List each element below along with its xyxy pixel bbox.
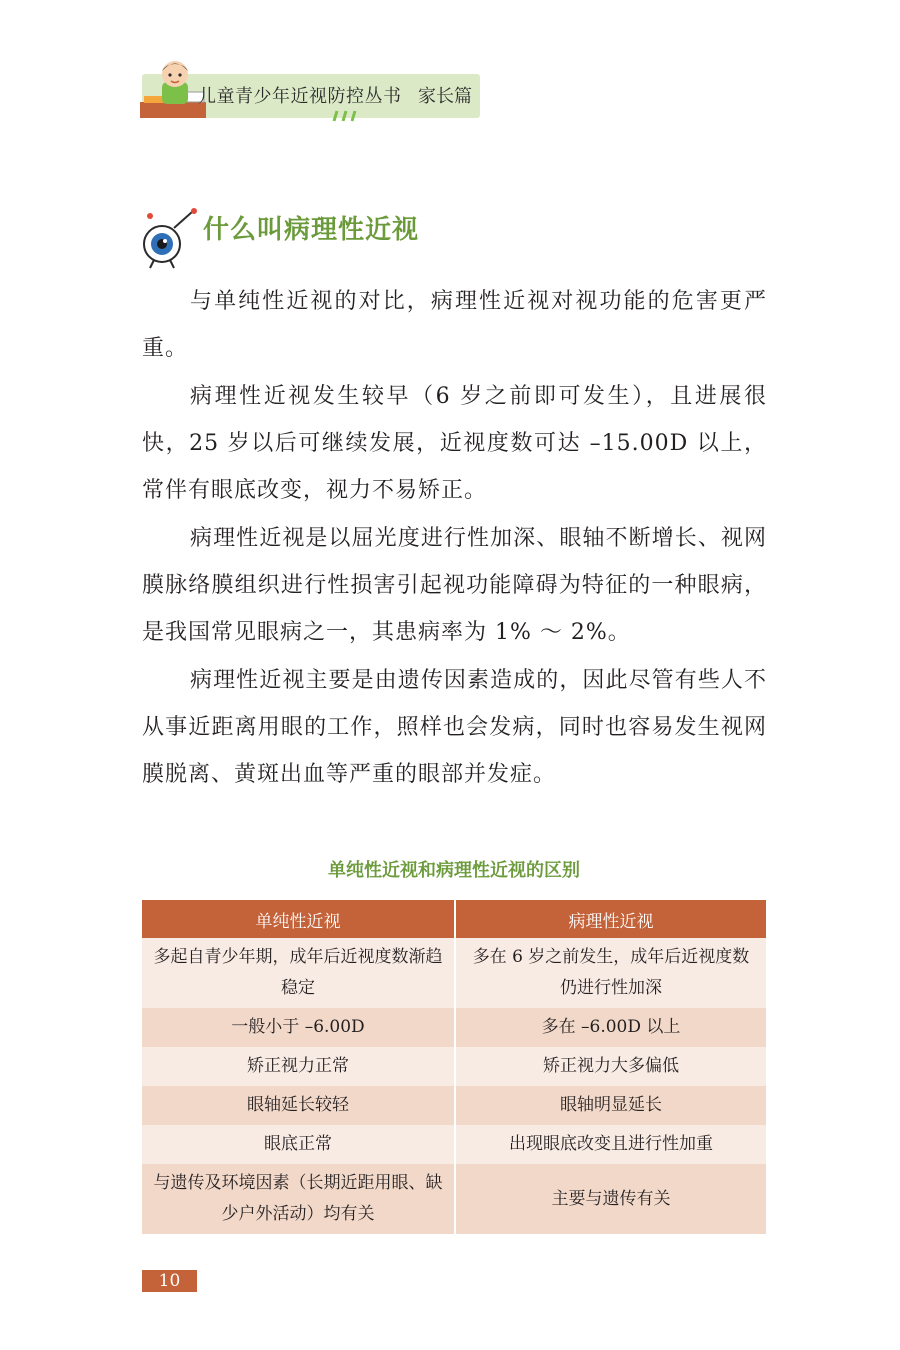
table-header-pathological: 病理性近视 xyxy=(455,900,766,938)
table-cell: 眼轴延长较轻 xyxy=(142,1086,455,1125)
table-cell: 矫正视力大多偏低 xyxy=(455,1047,766,1086)
table-cell: 多在 –6.00D 以上 xyxy=(455,1008,766,1047)
series-title: 儿童青少年近视防控丛书 xyxy=(198,86,402,107)
table-caption: 单纯性近视和病理性近视的区别 xyxy=(328,860,580,881)
paragraph-4: 病理性近视主要是由遗传因素造成的，因此尽管有些人不从事近距离用眼的工作，照样也会发病，同时也容易发生视网膜脱离、黄斑出血等严重的眼部并发症。 xyxy=(142,668,767,787)
table-cell: 多起自青少年期，成年后近视度数渐趋稳定 xyxy=(142,938,455,1008)
comparison-table xyxy=(142,900,766,1234)
table-row xyxy=(142,1125,766,1164)
table-row xyxy=(142,938,766,1008)
table-row xyxy=(142,1047,766,1086)
volume-title: 家长篇 xyxy=(418,86,472,107)
table-row xyxy=(142,1086,766,1125)
table-header-simple: 单纯性近视 xyxy=(142,900,455,938)
table-header-row xyxy=(142,900,766,938)
table-cell: 矫正视力正常 xyxy=(142,1047,455,1086)
paragraph-3: 病理性近视是以屈光度进行性加深、眼轴不断增长、视网膜脉络膜组织进行性损害引起视功能障碍为特征的一种眼病，是我国常见眼病之一，其患病率为 1% ～ 2%。 xyxy=(142,526,767,645)
table-row xyxy=(142,1164,766,1234)
table-cell: 与遗传及环境因素（长期近距用眼、缺少户外活动）均有关 xyxy=(142,1164,455,1234)
table-row xyxy=(142,1008,766,1047)
table-cell: 出现眼底改变且进行性加重 xyxy=(455,1125,766,1164)
table-cell: 眼轴明显延长 xyxy=(455,1086,766,1125)
table-cell: 主要与遗传有关 xyxy=(455,1164,766,1234)
paragraph-1: 与单纯性近视的对比，病理性近视对视功能的危害更严重。 xyxy=(142,289,767,361)
paragraph-2: 病理性近视发生较早（6 岁之前即可发生），且进展很快，25 岁以后可继续发展，近视度数可达 –15.00D 以上，常伴有眼底改变，视力不易矫正。 xyxy=(142,384,767,503)
table-cell: 多在 6 岁之前发生，成年后近视度数仍进行性加深 xyxy=(455,938,766,1008)
decorative-marks-icon xyxy=(330,110,360,122)
page-number: 10 xyxy=(142,1270,197,1292)
eyeball-mascot-icon xyxy=(140,208,206,270)
table-cell: 一般小于 –6.00D xyxy=(142,1008,455,1047)
section-title: 什么叫病理性近视 xyxy=(203,215,420,245)
table-cell: 眼底正常 xyxy=(142,1125,455,1164)
